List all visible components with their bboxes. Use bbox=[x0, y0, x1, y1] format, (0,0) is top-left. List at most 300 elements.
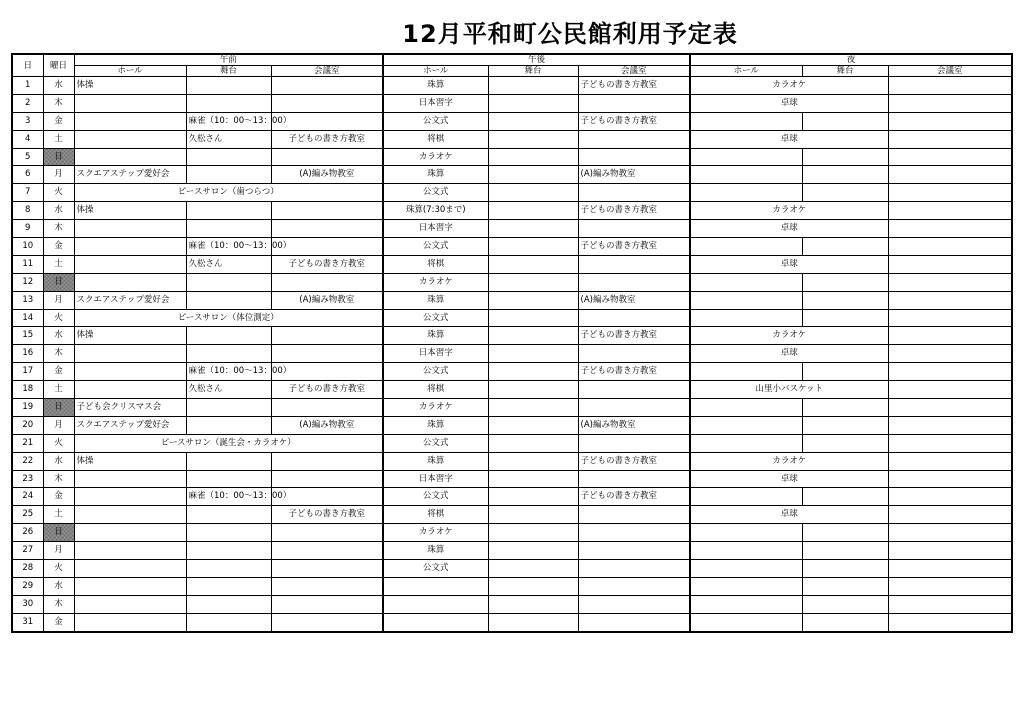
am-stage-cell bbox=[186, 452, 271, 470]
am-stage-cell bbox=[186, 595, 271, 613]
header-am-hall: ホール bbox=[74, 66, 186, 77]
am-hall-cell bbox=[74, 363, 186, 381]
pm-stage-cell bbox=[488, 148, 578, 166]
pm-hall-cell: 日本習字 bbox=[383, 220, 488, 238]
weekday-cell: 木 bbox=[43, 470, 74, 488]
am-conference-cell: 子どもの書き方教室 bbox=[271, 130, 383, 148]
pm-conference-cell bbox=[578, 524, 690, 542]
am-hall-cell bbox=[74, 345, 186, 363]
pm-conference-cell: 子どもの書き方教室 bbox=[578, 488, 690, 506]
pm-stage-cell bbox=[488, 488, 578, 506]
am-stage-cell bbox=[186, 220, 271, 238]
pm-hall-cell: カラオケ bbox=[383, 148, 488, 166]
weekday-cell: 土 bbox=[43, 255, 74, 273]
pm-stage-cell bbox=[488, 327, 578, 345]
pm-stage-cell bbox=[488, 542, 578, 560]
pm-hall-cell: 珠算 bbox=[383, 327, 488, 345]
night-event-cell: カラオケ bbox=[690, 202, 888, 220]
am-conference-cell: 子どもの書き方教室 bbox=[271, 255, 383, 273]
night-stage-cell bbox=[802, 434, 888, 452]
am-conference-cell bbox=[271, 524, 383, 542]
night-event-cell: 山里小バスケット bbox=[690, 381, 888, 399]
pm-hall-cell: 公文式 bbox=[383, 363, 488, 381]
night-conference-cell bbox=[888, 112, 1012, 130]
pm-stage-cell bbox=[488, 363, 578, 381]
pm-stage-cell bbox=[488, 470, 578, 488]
day-cell: 25 bbox=[12, 506, 43, 524]
table-row bbox=[12, 77, 1012, 95]
am-hall-cell bbox=[74, 238, 186, 256]
pm-conference-cell: 子どもの書き方教室 bbox=[578, 363, 690, 381]
day-cell: 2 bbox=[12, 94, 43, 112]
day-cell: 27 bbox=[12, 542, 43, 560]
night-hall-cell bbox=[690, 112, 802, 130]
schedule-body bbox=[12, 77, 1012, 633]
table-row bbox=[12, 309, 1012, 327]
page-title bbox=[0, 14, 1024, 54]
am-stage-cell bbox=[186, 506, 271, 524]
day-cell: 17 bbox=[12, 363, 43, 381]
am-conference-cell bbox=[271, 220, 383, 238]
am-stage-cell bbox=[186, 77, 271, 95]
night-event-cell: 卓球 bbox=[690, 470, 888, 488]
am-hall-cell: 体操 bbox=[74, 327, 186, 345]
day-cell: 21 bbox=[12, 434, 43, 452]
pm-conference-cell bbox=[578, 381, 690, 399]
day-cell: 22 bbox=[12, 452, 43, 470]
day-cell: 20 bbox=[12, 416, 43, 434]
pm-hall-cell: 珠算 bbox=[383, 416, 488, 434]
night-event-cell: 卓球 bbox=[690, 130, 888, 148]
pm-hall-cell: 日本習字 bbox=[383, 470, 488, 488]
title-text: 12月平和町公民館利用予定表 bbox=[402, 20, 738, 48]
am-stage-cell bbox=[186, 327, 271, 345]
table-row bbox=[12, 94, 1012, 112]
pm-hall-cell: カラオケ bbox=[383, 273, 488, 291]
pm-hall-cell: 珠算(7:30まで) bbox=[383, 202, 488, 220]
pm-stage-cell bbox=[488, 166, 578, 184]
weekday-cell: 金 bbox=[43, 238, 74, 256]
header-am-conference: 会議室 bbox=[271, 66, 383, 77]
day-cell: 5 bbox=[12, 148, 43, 166]
am-conference-cell bbox=[271, 273, 383, 291]
night-conference-cell bbox=[888, 166, 1012, 184]
am-conference-cell bbox=[271, 452, 383, 470]
pm-stage-cell bbox=[488, 238, 578, 256]
night-conference-cell bbox=[888, 488, 1012, 506]
weekday-cell: 金 bbox=[43, 363, 74, 381]
pm-conference-cell bbox=[578, 434, 690, 452]
header-night-stage: 舞台 bbox=[802, 66, 888, 77]
am-conference-cell bbox=[271, 148, 383, 166]
header-am-stage: 舞台 bbox=[186, 66, 271, 77]
am-stage-cell bbox=[186, 202, 271, 220]
pm-conference-cell bbox=[578, 577, 690, 595]
night-conference-cell bbox=[888, 273, 1012, 291]
pm-stage-cell bbox=[488, 309, 578, 327]
am-stage-cell bbox=[186, 542, 271, 560]
pm-hall-cell: 日本習字 bbox=[383, 345, 488, 363]
night-conference-cell bbox=[888, 595, 1012, 613]
night-event-cell: 卓球 bbox=[690, 94, 888, 112]
pm-stage-cell bbox=[488, 613, 578, 632]
night-hall-cell bbox=[690, 363, 802, 381]
night-stage-cell bbox=[802, 613, 888, 632]
header-row-periods bbox=[12, 54, 1012, 66]
pm-hall-cell: 将棋 bbox=[383, 506, 488, 524]
night-conference-cell bbox=[888, 94, 1012, 112]
am-conference-cell bbox=[271, 94, 383, 112]
night-event-cell: 卓球 bbox=[690, 255, 888, 273]
pm-hall-cell: 珠算 bbox=[383, 77, 488, 95]
pm-stage-cell bbox=[488, 130, 578, 148]
am-stage-cell bbox=[186, 345, 271, 363]
night-stage-cell bbox=[802, 488, 888, 506]
weekday-cell: 木 bbox=[43, 345, 74, 363]
day-cell: 18 bbox=[12, 381, 43, 399]
table-row bbox=[12, 506, 1012, 524]
table-row bbox=[12, 255, 1012, 273]
table-row bbox=[12, 452, 1012, 470]
weekday-cell: 月 bbox=[43, 291, 74, 309]
weekday-cell: 土 bbox=[43, 130, 74, 148]
weekday-cell: 水 bbox=[43, 452, 74, 470]
pm-stage-cell bbox=[488, 77, 578, 95]
table-row bbox=[12, 363, 1012, 381]
am-conference-cell: 子どもの書き方教室 bbox=[271, 506, 383, 524]
pm-hall-cell: 将棋 bbox=[383, 255, 488, 273]
day-cell: 14 bbox=[12, 309, 43, 327]
night-stage-cell bbox=[802, 399, 888, 417]
pm-hall-cell: 珠算 bbox=[383, 166, 488, 184]
table-row bbox=[12, 524, 1012, 542]
am-hall-cell bbox=[74, 488, 186, 506]
header-night-conference: 会議室 bbox=[888, 66, 1012, 77]
am-hall-cell bbox=[74, 595, 186, 613]
am-conference-cell bbox=[271, 77, 383, 95]
am-hall-cell bbox=[74, 613, 186, 632]
night-hall-cell bbox=[690, 524, 802, 542]
weekday-cell: 日 bbox=[43, 148, 74, 166]
header-day: 日 bbox=[12, 54, 43, 77]
pm-hall-cell: 公文式 bbox=[383, 560, 488, 578]
day-cell: 4 bbox=[12, 130, 43, 148]
weekday-cell: 火 bbox=[43, 560, 74, 578]
weekday-cell: 水 bbox=[43, 327, 74, 345]
night-event-cell: 卓球 bbox=[690, 220, 888, 238]
pm-stage-cell bbox=[488, 202, 578, 220]
pm-stage-cell bbox=[488, 220, 578, 238]
day-cell: 12 bbox=[12, 273, 43, 291]
am-hall-cell: スクエアステップ愛好会 bbox=[74, 291, 186, 309]
table-row bbox=[12, 238, 1012, 256]
pm-conference-cell: 子どもの書き方教室 bbox=[578, 327, 690, 345]
pm-hall-cell: 公文式 bbox=[383, 309, 488, 327]
am-stage-cell: 麻雀（10：00～13：00） bbox=[186, 112, 271, 130]
am-hall-cell: 体操 bbox=[74, 202, 186, 220]
night-conference-cell bbox=[888, 381, 1012, 399]
weekday-cell: 水 bbox=[43, 202, 74, 220]
night-conference-cell bbox=[888, 416, 1012, 434]
night-conference-cell bbox=[888, 291, 1012, 309]
header-night: 夜 bbox=[690, 54, 1012, 66]
pm-conference-cell bbox=[578, 255, 690, 273]
night-conference-cell bbox=[888, 434, 1012, 452]
table-row bbox=[12, 488, 1012, 506]
night-stage-cell bbox=[802, 166, 888, 184]
night-conference-cell bbox=[888, 452, 1012, 470]
pm-conference-cell bbox=[578, 613, 690, 632]
pm-conference-cell bbox=[578, 399, 690, 417]
am-stage-cell bbox=[186, 524, 271, 542]
am-hall-cell bbox=[74, 112, 186, 130]
night-conference-cell bbox=[888, 470, 1012, 488]
pm-hall-cell: 珠算 bbox=[383, 452, 488, 470]
night-hall-cell bbox=[690, 434, 802, 452]
day-cell: 30 bbox=[12, 595, 43, 613]
pm-stage-cell bbox=[488, 452, 578, 470]
weekday-cell: 木 bbox=[43, 94, 74, 112]
am-hall-cell bbox=[74, 524, 186, 542]
weekday-cell: 日 bbox=[43, 399, 74, 417]
pm-conference-cell: (A)編み物教室 bbox=[578, 416, 690, 434]
table-row bbox=[12, 595, 1012, 613]
pm-conference-cell bbox=[578, 309, 690, 327]
day-cell: 10 bbox=[12, 238, 43, 256]
weekday-cell: 月 bbox=[43, 166, 74, 184]
pm-conference-cell bbox=[578, 542, 690, 560]
pm-conference-cell bbox=[578, 184, 690, 202]
weekday-cell: 火 bbox=[43, 434, 74, 452]
header-pm-hall: ホール bbox=[383, 66, 488, 77]
night-stage-cell bbox=[802, 273, 888, 291]
am-hall-cell bbox=[74, 506, 186, 524]
pm-hall-cell: 公文式 bbox=[383, 488, 488, 506]
day-cell: 31 bbox=[12, 613, 43, 632]
weekday-cell: 木 bbox=[43, 595, 74, 613]
pm-hall-cell: カラオケ bbox=[383, 524, 488, 542]
weekday-cell: 日 bbox=[43, 524, 74, 542]
night-conference-cell bbox=[888, 363, 1012, 381]
pm-conference-cell: 子どもの書き方教室 bbox=[578, 77, 690, 95]
pm-conference-cell bbox=[578, 220, 690, 238]
table-row bbox=[12, 613, 1012, 632]
night-conference-cell bbox=[888, 613, 1012, 632]
header-morning: 午前 bbox=[74, 54, 383, 66]
header-afternoon: 午後 bbox=[383, 54, 690, 66]
night-conference-cell bbox=[888, 327, 1012, 345]
pm-conference-cell bbox=[578, 595, 690, 613]
header-pm-stage: 舞台 bbox=[488, 66, 578, 77]
pm-conference-cell: 子どもの書き方教室 bbox=[578, 452, 690, 470]
am-stage-cell bbox=[186, 560, 271, 578]
table-row bbox=[12, 273, 1012, 291]
table-row bbox=[12, 148, 1012, 166]
pm-hall-cell bbox=[383, 613, 488, 632]
pm-stage-cell bbox=[488, 345, 578, 363]
table-row bbox=[12, 345, 1012, 363]
header-row-rooms bbox=[12, 66, 1012, 77]
pm-stage-cell bbox=[488, 560, 578, 578]
weekday-cell: 金 bbox=[43, 112, 74, 130]
pm-conference-cell: (A)編み物教室 bbox=[578, 291, 690, 309]
night-stage-cell bbox=[802, 291, 888, 309]
pm-hall-cell: 日本習字 bbox=[383, 94, 488, 112]
day-cell: 11 bbox=[12, 255, 43, 273]
am-hall-cell bbox=[74, 273, 186, 291]
am-stage-cell: 麻雀（10：00～13：00） bbox=[186, 363, 271, 381]
pm-conference-cell bbox=[578, 94, 690, 112]
weekday-cell: 金 bbox=[43, 488, 74, 506]
night-conference-cell bbox=[888, 148, 1012, 166]
night-hall-cell bbox=[690, 595, 802, 613]
night-event-cell: 卓球 bbox=[690, 345, 888, 363]
night-event-cell: 卓球 bbox=[690, 506, 888, 524]
day-cell: 29 bbox=[12, 577, 43, 595]
am-conference-cell bbox=[271, 399, 383, 417]
night-hall-cell bbox=[690, 309, 802, 327]
weekday-cell: 水 bbox=[43, 77, 74, 95]
table-row bbox=[12, 416, 1012, 434]
night-hall-cell bbox=[690, 238, 802, 256]
night-hall-cell bbox=[690, 416, 802, 434]
day-cell: 13 bbox=[12, 291, 43, 309]
night-stage-cell bbox=[802, 542, 888, 560]
night-conference-cell bbox=[888, 184, 1012, 202]
pm-stage-cell bbox=[488, 94, 578, 112]
night-stage-cell bbox=[802, 595, 888, 613]
table-row bbox=[12, 202, 1012, 220]
night-conference-cell bbox=[888, 220, 1012, 238]
night-hall-cell bbox=[690, 273, 802, 291]
am-stage-cell: 久松さん bbox=[186, 130, 271, 148]
am-conference-cell bbox=[271, 327, 383, 345]
night-conference-cell bbox=[888, 238, 1012, 256]
pm-hall-cell: 公文式 bbox=[383, 184, 488, 202]
day-cell: 1 bbox=[12, 77, 43, 95]
night-conference-cell bbox=[888, 506, 1012, 524]
pm-stage-cell bbox=[488, 255, 578, 273]
night-hall-cell bbox=[690, 166, 802, 184]
day-cell: 8 bbox=[12, 202, 43, 220]
am-hall-cell bbox=[74, 470, 186, 488]
am-stage-cell bbox=[186, 166, 271, 184]
am-stage-cell: 麻雀（10：00～13：00） bbox=[186, 488, 271, 506]
pm-stage-cell bbox=[488, 524, 578, 542]
night-stage-cell bbox=[802, 238, 888, 256]
day-cell: 24 bbox=[12, 488, 43, 506]
weekday-cell: 金 bbox=[43, 613, 74, 632]
pm-conference-cell bbox=[578, 560, 690, 578]
day-cell: 23 bbox=[12, 470, 43, 488]
table-row bbox=[12, 470, 1012, 488]
table-row bbox=[12, 577, 1012, 595]
night-stage-cell bbox=[802, 309, 888, 327]
am-conference-cell bbox=[271, 470, 383, 488]
pm-stage-cell bbox=[488, 416, 578, 434]
am-event-cell: ピースサロン（体位測定） bbox=[74, 309, 383, 327]
night-stage-cell bbox=[802, 416, 888, 434]
night-conference-cell bbox=[888, 399, 1012, 417]
day-cell: 28 bbox=[12, 560, 43, 578]
header-weekday: 曜日 bbox=[43, 54, 74, 77]
night-hall-cell bbox=[690, 148, 802, 166]
am-hall-cell bbox=[74, 220, 186, 238]
am-stage-cell bbox=[186, 470, 271, 488]
am-stage-cell: 久松さん bbox=[186, 381, 271, 399]
night-stage-cell bbox=[802, 148, 888, 166]
am-hall-cell bbox=[74, 542, 186, 560]
night-conference-cell bbox=[888, 309, 1012, 327]
weekday-cell: 土 bbox=[43, 381, 74, 399]
pm-stage-cell bbox=[488, 273, 578, 291]
am-conference-cell bbox=[271, 595, 383, 613]
table-row bbox=[12, 184, 1012, 202]
am-stage-cell: 麻雀（10：00～13：00） bbox=[186, 238, 271, 256]
night-hall-cell bbox=[690, 184, 802, 202]
table-row bbox=[12, 542, 1012, 560]
night-hall-cell bbox=[690, 542, 802, 560]
weekday-cell: 土 bbox=[43, 506, 74, 524]
weekday-cell: 月 bbox=[43, 542, 74, 560]
pm-conference-cell: 子どもの書き方教室 bbox=[578, 202, 690, 220]
night-hall-cell bbox=[690, 291, 802, 309]
am-hall-cell bbox=[74, 381, 186, 399]
pm-hall-cell: 公文式 bbox=[383, 434, 488, 452]
night-stage-cell bbox=[802, 184, 888, 202]
night-conference-cell bbox=[888, 560, 1012, 578]
day-cell: 3 bbox=[12, 112, 43, 130]
pm-conference-cell: (A)編み物教室 bbox=[578, 166, 690, 184]
pm-stage-cell bbox=[488, 112, 578, 130]
night-conference-cell bbox=[888, 255, 1012, 273]
day-cell: 7 bbox=[12, 184, 43, 202]
day-cell: 26 bbox=[12, 524, 43, 542]
night-conference-cell bbox=[888, 345, 1012, 363]
am-event-cell: ピースサロン（誕生会・カラオケ） bbox=[74, 434, 383, 452]
pm-conference-cell: 子どもの書き方教室 bbox=[578, 238, 690, 256]
pm-conference-cell: 子どもの書き方教室 bbox=[578, 112, 690, 130]
table-row bbox=[12, 327, 1012, 345]
pm-hall-cell: 将棋 bbox=[383, 130, 488, 148]
am-conference-cell bbox=[271, 542, 383, 560]
night-hall-cell bbox=[690, 577, 802, 595]
night-conference-cell bbox=[888, 130, 1012, 148]
pm-conference-cell bbox=[578, 148, 690, 166]
am-conference-cell bbox=[271, 202, 383, 220]
night-stage-cell bbox=[802, 112, 888, 130]
am-stage-cell bbox=[186, 399, 271, 417]
am-stage-cell bbox=[186, 577, 271, 595]
night-stage-cell bbox=[802, 524, 888, 542]
pm-conference-cell bbox=[578, 273, 690, 291]
header-pm-conference: 会議室 bbox=[578, 66, 690, 77]
pm-conference-cell bbox=[578, 345, 690, 363]
am-hall-cell bbox=[74, 130, 186, 148]
pm-conference-cell bbox=[578, 506, 690, 524]
table-row bbox=[12, 560, 1012, 578]
am-hall-cell: 体操 bbox=[74, 452, 186, 470]
am-hall-cell bbox=[74, 577, 186, 595]
header-night-hall: ホール bbox=[690, 66, 802, 77]
day-cell: 19 bbox=[12, 399, 43, 417]
night-stage-cell bbox=[802, 577, 888, 595]
pm-stage-cell bbox=[488, 506, 578, 524]
am-event-cell: ピースサロン（歯つらつ） bbox=[74, 184, 383, 202]
am-conference-cell bbox=[271, 577, 383, 595]
night-hall-cell bbox=[690, 560, 802, 578]
am-conference-cell: (A)編み物教室 bbox=[271, 166, 383, 184]
